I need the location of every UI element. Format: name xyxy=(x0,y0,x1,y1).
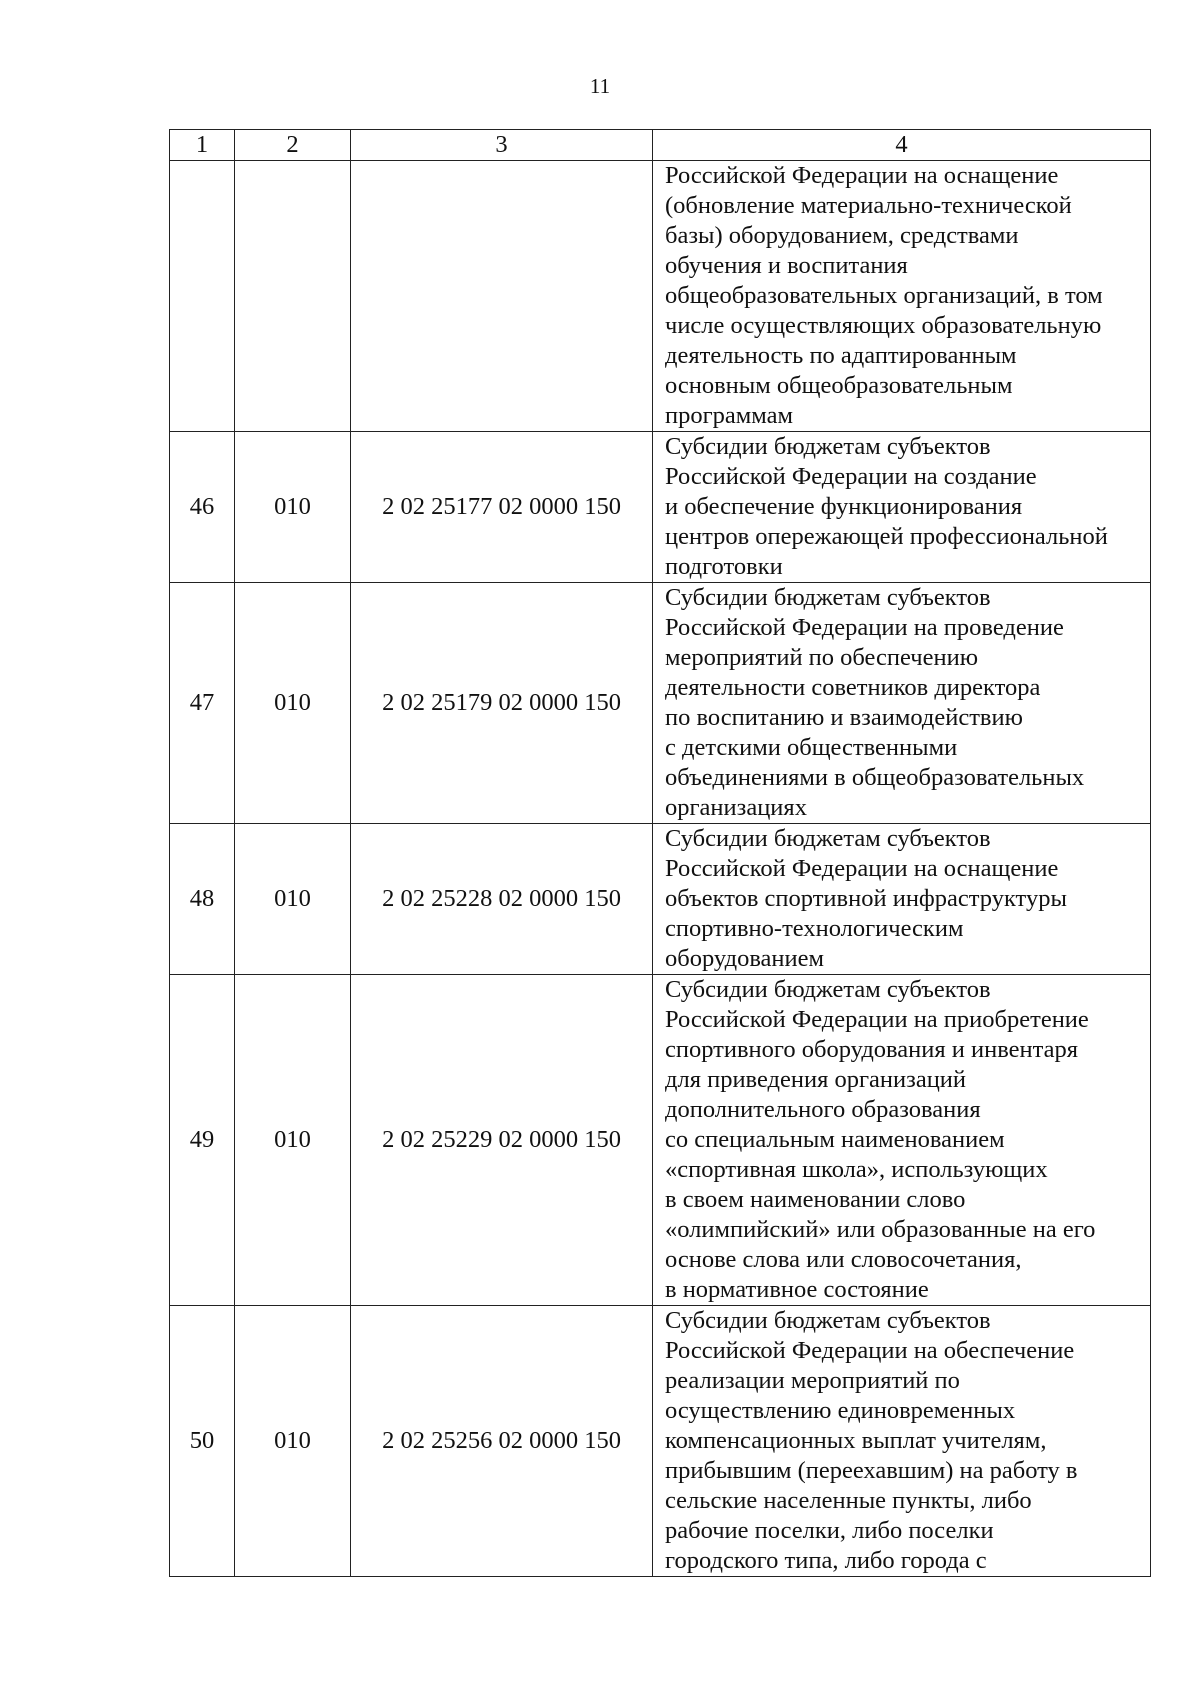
description-line: и обеспечение функционирования xyxy=(665,493,1023,520)
table-row xyxy=(170,161,1151,432)
description-line: в своем наименовании слово xyxy=(665,1186,966,1213)
description-line: числе осуществляющих образовательную xyxy=(665,312,1102,339)
admin-code-cell: 010 xyxy=(235,432,351,583)
description-line: «олимпийский» или образованные на его xyxy=(665,1216,1096,1243)
description-line: компенсационных выплат учителям, xyxy=(665,1427,1047,1454)
description-line: прибывшим (переехавшим) на работу в xyxy=(665,1457,1078,1484)
description-line: Субсидии бюджетам субъектов xyxy=(665,433,991,460)
row-number-cell: 48 xyxy=(170,824,235,975)
budget-codes-table xyxy=(169,129,1151,1577)
admin-code-cell: 010 xyxy=(235,1306,351,1577)
description-line: деятельности советников директора xyxy=(665,674,1041,701)
row-number-cell: 49 xyxy=(170,975,235,1306)
description-line: сельские населенные пункты, либо xyxy=(665,1487,1032,1514)
admin-code-cell: 010 xyxy=(235,583,351,824)
description-cell xyxy=(653,161,1151,432)
description-line: Субсидии бюджетам субъектов xyxy=(665,825,991,852)
admin-code-cell xyxy=(235,161,351,432)
description-line: (обновление материально-технической xyxy=(665,192,1072,219)
description-cell xyxy=(653,432,1151,583)
description-cell xyxy=(653,975,1151,1306)
table-body xyxy=(170,130,1151,1577)
description-line: обучения и воспитания xyxy=(665,252,908,279)
row-number-cell xyxy=(170,161,235,432)
description-line: «спортивная школа», использующих xyxy=(665,1156,1048,1183)
budget-code-cell: 2 02 25179 02 0000 150 xyxy=(351,583,653,824)
description-line: Российской Федерации на проведение xyxy=(665,614,1064,641)
description-cell xyxy=(653,583,1151,824)
header-cell-4: 4 xyxy=(653,130,1151,161)
description-line: спортивно-технологическим xyxy=(665,915,964,942)
description-line: основе слова или словосочетания, xyxy=(665,1246,1022,1273)
description-line: программам xyxy=(665,402,794,429)
description-line: Субсидии бюджетам субъектов xyxy=(665,1307,991,1334)
table-row xyxy=(170,583,1151,824)
budget-code-cell: 2 02 25229 02 0000 150 xyxy=(351,975,653,1306)
table-row xyxy=(170,432,1151,583)
table-row xyxy=(170,975,1151,1306)
description-line: базы) оборудованием, средствами xyxy=(665,222,1019,249)
description-line: Субсидии бюджетам субъектов xyxy=(665,976,991,1003)
description-line: объединениями в общеобразовательных xyxy=(665,764,1085,791)
row-number-cell: 50 xyxy=(170,1306,235,1577)
description-line: спортивного оборудования и инвентаря xyxy=(665,1036,1079,1063)
table-row xyxy=(170,1306,1151,1577)
description-line: мероприятий по обеспечению xyxy=(665,644,979,671)
description-line: Субсидии бюджетам субъектов xyxy=(665,584,991,611)
description-line: по воспитанию и взаимодействию xyxy=(665,704,1023,731)
row-number-cell: 47 xyxy=(170,583,235,824)
description-line: со специальным наименованием xyxy=(665,1126,1005,1153)
budget-code-cell xyxy=(351,161,653,432)
budget-code-cell: 2 02 25256 02 0000 150 xyxy=(351,1306,653,1577)
header-row xyxy=(170,130,1151,161)
description-line: осуществлению единовременных xyxy=(665,1397,1016,1424)
description-line: объектов спортивной инфраструктуры xyxy=(665,885,1067,912)
description-cell xyxy=(653,824,1151,975)
description-line: подготовки xyxy=(665,553,783,580)
description-line: общеобразовательных организаций, в том xyxy=(665,282,1103,309)
description-cell xyxy=(653,1306,1151,1577)
admin-code-cell: 010 xyxy=(235,975,351,1306)
row-number-cell: 46 xyxy=(170,432,235,583)
admin-code-cell: 010 xyxy=(235,824,351,975)
description-line: оборудованием xyxy=(665,945,825,972)
description-line: деятельность по адаптированным xyxy=(665,342,1017,369)
header-cell-3: 3 xyxy=(351,130,653,161)
description-line: центров опережающей профессиональной xyxy=(665,523,1108,550)
page-number: 11 xyxy=(589,74,611,98)
header-cell-1: 1 xyxy=(170,130,235,161)
description-line: рабочие поселки, либо поселки xyxy=(665,1517,994,1544)
description-line: с детскими общественными xyxy=(665,734,958,761)
description-line: для приведения организаций xyxy=(665,1066,967,1093)
header-cell-2: 2 xyxy=(235,130,351,161)
description-line: Российской Федерации на оснащение xyxy=(665,855,1059,882)
description-line: Российской Федерации на оснащение xyxy=(665,162,1059,189)
description-line: основным общеобразовательным xyxy=(665,372,1013,399)
description-line: организациях xyxy=(665,794,807,821)
description-line: Российской Федерации на обеспечение xyxy=(665,1337,1075,1364)
budget-code-cell: 2 02 25228 02 0000 150 xyxy=(351,824,653,975)
description-line: Российской Федерации на создание xyxy=(665,463,1037,490)
description-line: дополнительного образования xyxy=(665,1096,981,1123)
description-line: реализации мероприятий по xyxy=(665,1367,960,1394)
description-line: в нормативное состояние xyxy=(665,1276,929,1303)
budget-code-cell: 2 02 25177 02 0000 150 xyxy=(351,432,653,583)
description-line: городского типа, либо города с xyxy=(665,1547,987,1574)
description-line: Российской Федерации на приобретение xyxy=(665,1006,1089,1033)
table-row xyxy=(170,824,1151,975)
